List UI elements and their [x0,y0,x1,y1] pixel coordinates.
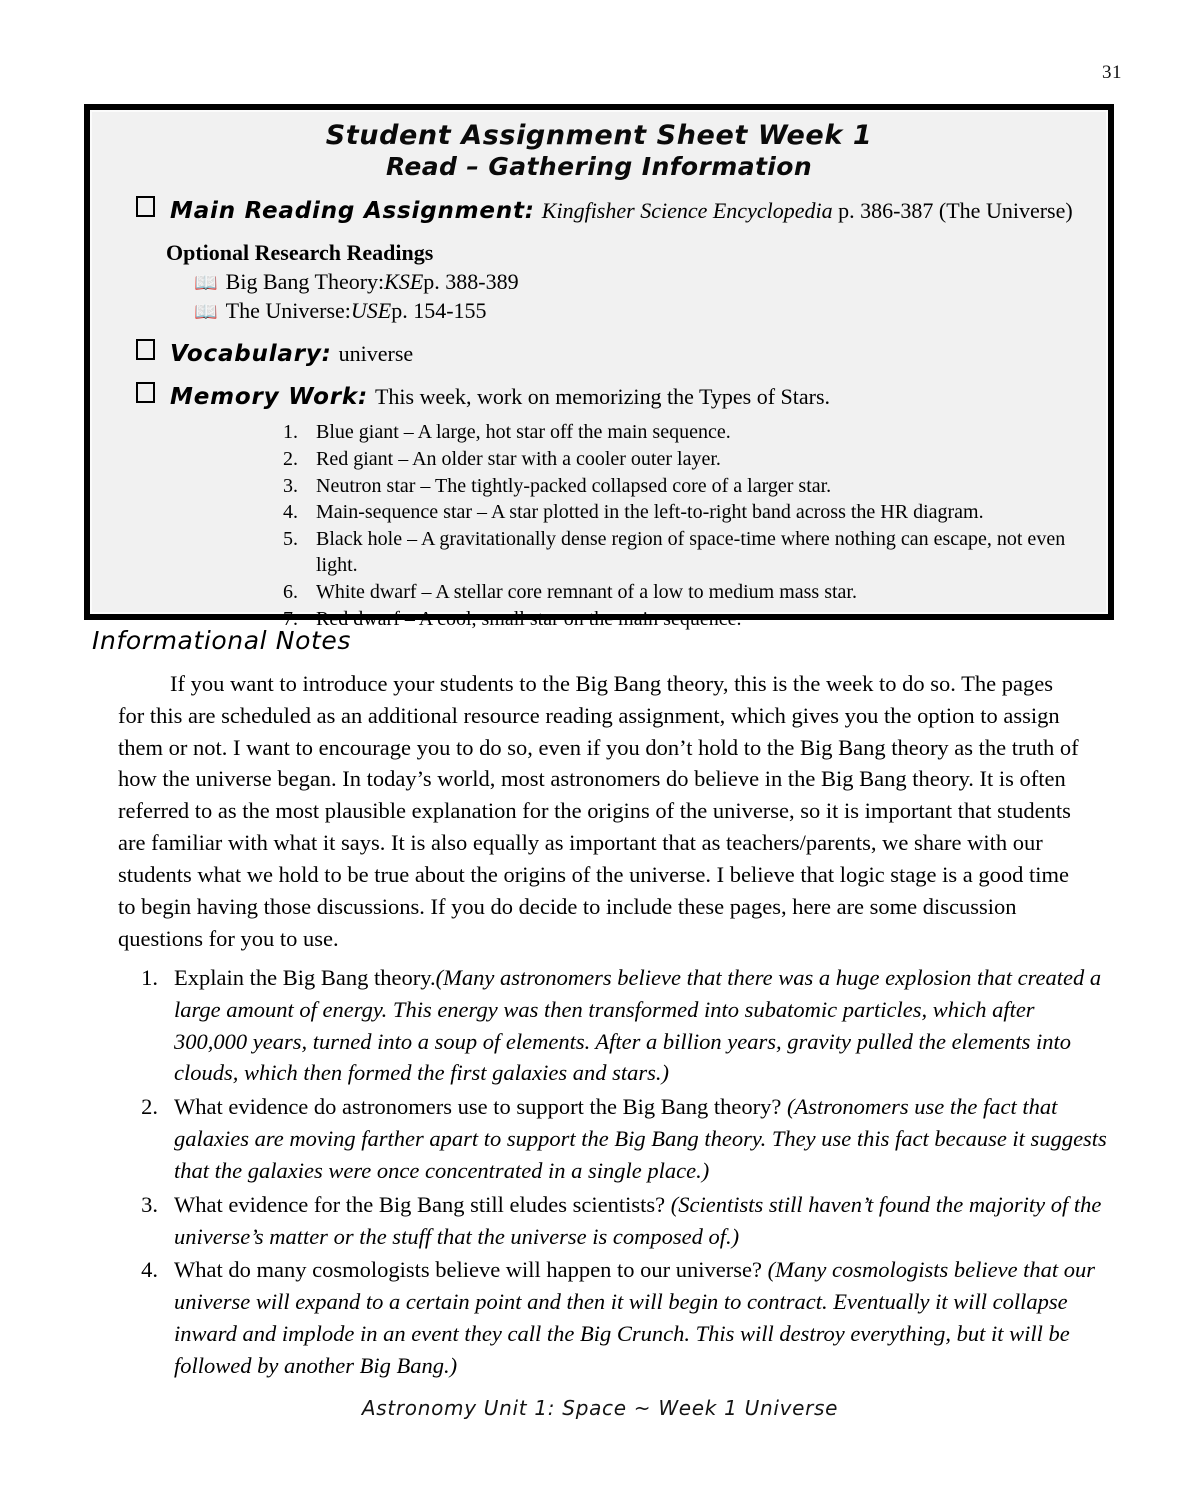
answer-text: (Astronomers use the fact that galaxies are moving farther apart to support the Big Bang theory. They use this fact because it suggests that the galaxies were once concentrated in a single place.) [174,1094,1107,1183]
optional-reading-item [166,269,1094,295]
answer-text: (Many astronomers believe that there was a huge explosion that created a large amount of energy. This energy was then transformed into subatomic particles, which after 300,000 years, turned into a soup of elements. After a billion years, gravity pulled the elements into clouds, which then formed the first galaxies and stars.) [174,965,1102,1086]
main-reading-pages: p. 386-387 (The Universe) [838,198,1073,224]
informational-notes-body [118,668,1084,954]
optional-readings-heading: Optional Research Readings [166,240,434,266]
open-book-icon: 📖 [194,273,218,295]
notes-paragraph: If you want to introduce your students to the Big Bang theory, this is the week to do so. The pages for this are scheduled as an additional resource reading assignment, which gives you the option to assign them or not. I want to encourage you to do so, even if you don’t hold to the Big Bang theory as the truth of how the universe began. In today’s world, most astronomers do believe in the Big Bang theory. It is often referred to as the most plausible explanation for the origins of the universe, so it is important that students are familiar with what it says. It is also equally as important that as teachers/parents, we share with our students what we hold to be true about the origins of the universe. I believe that logic stage is a good time to begin having those discussions. If you do decide to include these pages, here are some discussion questions for you to use. [118,671,1079,951]
main-reading-value [542,198,1073,224]
main-reading-assignment-row [104,197,1094,224]
optional-reading-prefix: Big Bang Theory: [225,269,385,295]
list-item: Red giant – An older star with a cooler outer layer. [316,447,721,470]
answer-text: (Many cosmologists believe that our universe will expand to a certain point and then it will begin to contract. Eventually it will collapse inward and implode in an event they call the Big Crunch. This will destroy everything, but it will be followed by another Big Bang.) [174,1257,1096,1378]
vocabulary-value: universe [338,341,414,367]
question-text: What evidence for the Big Bang still eludes scientists? [174,1191,671,1217]
memory-work-row [104,383,1094,410]
question-text: What do many cosmologists believe will happen to our universe? [174,1257,768,1283]
assignment-title-line2: Read – Gathering Information [385,151,813,181]
list-item [118,1091,1108,1186]
list-item [118,1189,1108,1253]
optional-reading-pages: p. 154-155 [391,298,487,324]
list-item [118,962,1108,1089]
star-types-list [104,419,1094,632]
vocabulary-label: Vocabulary: [170,341,332,368]
answer-text: (Scientists still haven’t found the majority of the universe’s matter or the stuff that the universe is composed of.) [174,1191,1102,1249]
list-item: Main-sequence star – A star plotted in the left-to-right band across the HR diagram. [316,501,984,524]
question-text: Explain the Big Bang theory. [174,965,436,990]
optional-reading-prefix: The Universe: [225,298,351,324]
optional-reading-item [166,298,1094,324]
memory-work-intro: This week, work on memorizing the Types of Stars. [374,384,831,410]
memory-work-label: Memory Work: [170,384,368,411]
empty-checkbox-icon[interactable] [136,196,155,217]
open-book-icon: 📖 [194,302,218,324]
page-footer: Astronomy Unit 1: Space ~ Week 1 Universe [361,1396,839,1420]
list-item: Black hole – A gravitationally dense region of space-time where nothing can escape, not even light. [316,527,1066,577]
informational-notes-heading: Informational Notes [92,626,351,655]
list-item: Red dwarf – A cool, small star on the main sequence. [316,607,742,630]
assignment-box [84,104,1114,630]
main-reading-label: Main Reading Assignment: [170,198,535,225]
list-item: White dwarf – A stellar core remnant of a low to medium mass star. [316,580,857,603]
vocabulary-row [104,340,1094,367]
optional-research-readings [104,240,1094,324]
question-text: What evidence do astronomers use to support the Big Bang theory? [174,1094,787,1120]
assignment-title-line1: Student Assignment Sheet Week 1 [325,120,873,151]
optional-reading-abbrev: USE [350,298,392,324]
page-number: 31 [1102,62,1122,83]
empty-checkbox-icon[interactable] [136,339,155,360]
optional-reading-abbrev: KSE [384,269,424,295]
list-item: Neutron star – The tightly-packed collapsed core of a larger star. [316,474,832,497]
main-reading-source-title: Kingfisher Science Encyclopedia [541,198,833,224]
list-item [118,1254,1108,1381]
discussion-questions-list [118,962,1108,1384]
empty-checkbox-icon[interactable] [136,382,155,403]
optional-reading-pages: p. 388-389 [423,269,519,295]
assignment-box-title [104,120,1094,181]
list-item: Blue giant – A large, hot star off the main sequence. [316,421,731,444]
